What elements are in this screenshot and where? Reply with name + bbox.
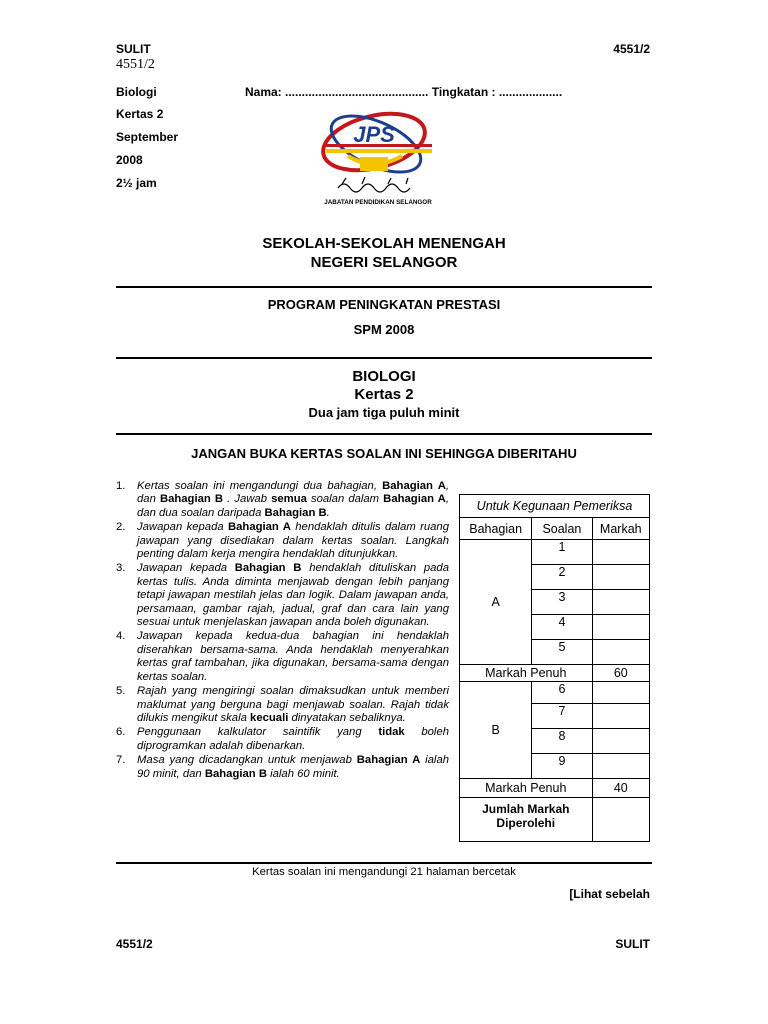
question-cell: 2 [532, 565, 592, 590]
jps-logo [318, 104, 438, 206]
footer-divider [116, 862, 652, 864]
question-cell: 6 [532, 682, 592, 704]
instruction-item [116, 685, 449, 725]
divider-2 [116, 357, 652, 359]
full-marks-b-label: Markah Penuh [460, 779, 593, 798]
section-a-label: A [460, 540, 532, 665]
paper-code-bottom: 4551/2 [116, 937, 153, 951]
instruction-number: 3. [116, 562, 126, 575]
school-title: SEKOLAH-SEKOLAH MENENGAH [262, 235, 506, 252]
paper-code: 4551/2 [116, 57, 155, 72]
svg-text:JABATAN PENDIDIKAN SELANGOR: JABATAN PENDIDIKAN SELANGOR [324, 199, 432, 206]
state-title: NEGERI SELANGOR [310, 254, 458, 271]
question-cell: 7 [532, 704, 592, 729]
instruction-number: 4. [116, 630, 126, 643]
marks-cell [592, 540, 649, 565]
instruction-item [116, 521, 449, 561]
instruction-text: Jawapan kepada Bahagian B hendaklah dituliskan pada kertas tulis. Anda diminta menjawab dengan lebih panjang tetapi jawapan mestilah jelas dan logik. Dalam jawapan anda, persamaan, gambar rajah, jadual, graf dan cara lain yang sesuai untuk menjelaskan jawapan anda boleh digunakan. [137, 562, 449, 629]
instruction-item [116, 754, 449, 781]
pages-note: Kertas soalan ini mengandungi 21 halaman bercetak [252, 866, 516, 878]
col-section-header: Bahagian [460, 518, 532, 540]
section-b-label: B [460, 682, 532, 779]
instruction-item [116, 630, 449, 684]
divider-1 [116, 286, 652, 288]
instruction-number: 7. [116, 754, 126, 767]
warning-text: JANGAN BUKA KERTAS SOALAN INI SEHINGGA DIBERITAHU [191, 446, 577, 461]
turn-over-note: [Lihat sebelah [569, 887, 650, 901]
subject-label: Biologi [116, 85, 157, 99]
marks-cell [592, 682, 649, 704]
subject-title: BIOLOGI [352, 368, 416, 385]
question-cell: 9 [532, 754, 592, 779]
duration-label: 2½ jam [116, 176, 157, 190]
marks-cell [592, 565, 649, 590]
total-marks-cell [592, 798, 649, 842]
col-question-header: Soalan [532, 518, 592, 540]
instruction-text: Rajah yang mengiringi soalan dimaksudkan untuk memberi maklumat yang berguna bagi menjawab soalan. Rajah tidak dilukis mengikut skala kecuali dinyatakan sebaliknya. [137, 685, 449, 724]
instruction-text: Kertas soalan ini mengandungi dua bahagian, Bahagian A, dan Bahagian B . Jawab semua soalan dalam Bahagian A, dan dua soalan daripada Bahagian B. [137, 480, 449, 519]
marks-cell [592, 640, 649, 665]
marks-cell [592, 615, 649, 640]
marks-cell [592, 590, 649, 615]
jps-logo-icon [318, 104, 438, 206]
full-marks-a-value: 60 [592, 665, 649, 682]
instruction-number: 5. [116, 685, 126, 698]
question-cell: 1 [532, 540, 592, 565]
marks-cell [592, 729, 649, 754]
question-cell: 4 [532, 615, 592, 640]
examiner-marks-table [459, 494, 650, 842]
program-title: PROGRAM PENINGKATAN PRESTASI [267, 297, 501, 312]
paper-label: Kertas 2 [116, 107, 164, 121]
name-form-line: Nama: ........................................... Tingkatan : ................... [245, 85, 563, 99]
paper-title: Kertas 2 [354, 386, 414, 403]
instruction-item [116, 480, 449, 520]
exam-title: SPM 2008 [353, 322, 415, 337]
instruction-text: Penggunaan kalkulator saintifik yang tidak boleh diprogramkan adalah dibenarkan. [137, 726, 450, 752]
table-title: Untuk Kegunaan Pemeriksa [460, 495, 650, 518]
marks-cell [592, 704, 649, 729]
instruction-number: 6. [116, 726, 126, 739]
instruction-number: 2. [116, 521, 126, 534]
question-cell: 5 [532, 640, 592, 665]
instruction-text: Masa yang dicadangkan untuk menjawab Bahagian A ialah 90 minit, dan Bahagian B ialah 60 minit. [137, 754, 450, 780]
year-label: 2008 [116, 153, 143, 167]
month-label: September [116, 130, 179, 144]
duration-title: Dua jam tiga puluh minit [308, 405, 460, 420]
question-cell: 8 [532, 729, 592, 754]
paper-code-right: 4551/2 [613, 42, 650, 56]
marks-cell [592, 754, 649, 779]
question-cell: 3 [532, 590, 592, 615]
total-marks-label: Jumlah Markah Diperolehi [460, 798, 593, 842]
classification-bottom: SULIT [615, 937, 650, 951]
svg-text:JPS: JPS [353, 122, 395, 147]
full-marks-a-label: Markah Penuh [460, 665, 593, 682]
instruction-text: Jawapan kepada Bahagian A hendaklah ditulis dalam ruang jawapan yang disediakan dalam kertas soalan. Langkah penting dalam kerja mengira hendaklah ditunjukkan. [137, 521, 449, 561]
col-marks-header: Markah [592, 518, 649, 540]
classification-top: SULIT [116, 42, 151, 56]
full-marks-b-value: 40 [592, 779, 649, 798]
instructions-list [116, 480, 449, 782]
instruction-item [116, 726, 449, 753]
instruction-number: 1. [116, 480, 126, 492]
instruction-text: Jawapan kepada kedua-dua bahagian ini hendaklah diserahkan bersama-sama. Anda hendaklah menyerahkan kertas graf tambahan, jika digunakan, bersama-sama dengan kertas soalan. [137, 630, 449, 683]
instruction-item [116, 562, 449, 629]
divider-3 [116, 433, 652, 435]
